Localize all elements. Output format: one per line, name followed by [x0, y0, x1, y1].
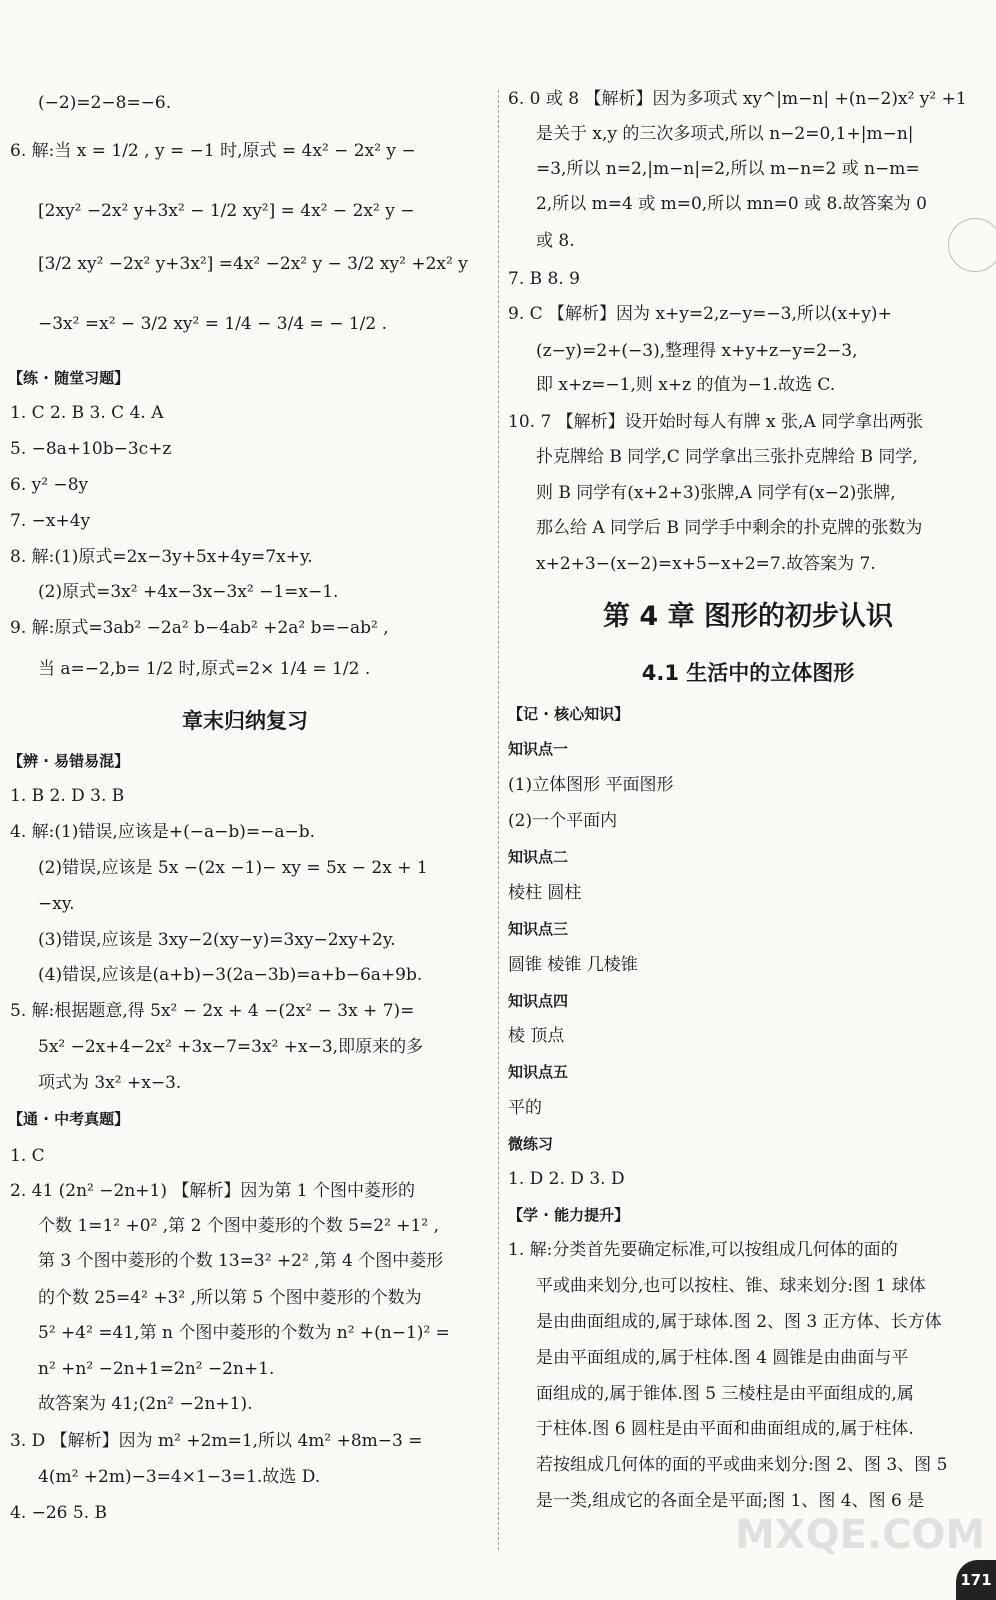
right-line-11: 则 B 同学有(x+2+3)张牌,A 同学有(x−2)张牌, [536, 483, 896, 503]
right-line-7: (z−y)=2+(−3),整理得 x+y+z−y=2−3, [536, 341, 858, 361]
left-line-29: 第 3 个图中菱形的个数 13=3² +2² ,第 4 个图中菱形 [38, 1251, 444, 1271]
right-line-20: 知识点二 [508, 848, 569, 866]
left-line-36: 4. −26 5. B [10, 1503, 108, 1523]
right-line-37: 若按组成几何体的面的平或曲来划分:图 2、图 3、图 5 [536, 1455, 948, 1475]
left-line-16: 1. B 2. D 3. B [10, 786, 125, 806]
left-line-4: −3x² =x² − 3/2 xy² = 1/4 − 3/4 = − 1/2 . [38, 314, 388, 334]
column-divider [498, 90, 499, 1550]
left-line-34: 3. D 【解析】因为 m² +2m=1,所以 4m² +8m−3 = [10, 1431, 423, 1451]
left-line-35: 4(m² +2m)−3=4×1−3=1.故选 D. [38, 1467, 321, 1487]
right-line-28: 微练习 [508, 1135, 554, 1153]
ink-stamp [948, 218, 996, 272]
right-line-29: 1. D 2. D 3. D [508, 1169, 625, 1189]
right-line-33: 是由曲面组成的,属于球体.图 2、图 3 正方体、长方体 [536, 1312, 942, 1332]
page-number: 171 [956, 1560, 996, 1600]
left-line-23: 5x² −2x+4−2x² +3x−7=3x² +x−3,即原来的多 [38, 1037, 424, 1057]
left-line-13: 当 a=−2,b= 1/2 时,原式=2× 1/4 = 1/2 . [38, 659, 371, 679]
right-line-3: 2,所以 m=4 或 m=0,所以 mn=0 或 8.故答案为 0 [536, 194, 927, 214]
left-line-24: 项式为 3x² +x−3. [38, 1073, 182, 1093]
left-line-32: n² +n² −2n+1=2n² −2n+1. [38, 1359, 275, 1379]
left-line-28: 个数 1=1² +0² ,第 2 个图中菱形的个数 5=2² +1² , [38, 1216, 439, 1236]
right-line-14: 第 4 章 图形的初步认识 [603, 601, 893, 632]
left-line-30: 的个数 25=4² +3² ,所以第 5 个图中菱形的个数为 [38, 1288, 422, 1308]
left-line-5: 【练 · 随堂习题】 [8, 369, 130, 387]
right-line-12: 那么给 A 同学后 B 同学手中剩余的扑克牌的张数为 [536, 518, 923, 538]
watermark-text: MXQE.COM [735, 1512, 986, 1558]
left-line-22: 5. 解:根据题意,得 5x² − 2x + 4 −(2x² − 3x + 7)= [10, 1001, 415, 1021]
left-line-27: 2. 41 (2n² −2n+1) 【解析】因为第 1 个图中菱形的 [10, 1181, 416, 1201]
right-line-32: 平或曲来划分,也可以按柱、锥、球来划分:图 1 球体 [536, 1276, 926, 1296]
left-line-18: (2)错误,应该是 5x −(2x −1)− xy = 5x − 2x + 1 [38, 858, 428, 878]
left-line-14: 章末归纳复习 [182, 709, 308, 733]
left-line-3: [3/2 xy² −2x² y+3x²] =4x² −2x² y − 3/2 xy² +2x² y [38, 254, 468, 274]
right-line-13: x+2+3−(x−2)=x+5−x+2=7.故答案为 7. [536, 554, 876, 574]
right-line-21: 棱柱 圆柱 [508, 883, 582, 903]
right-line-23: 圆锥 棱锥 几棱锥 [508, 955, 638, 975]
right-line-19: (2)一个平面内 [508, 811, 618, 831]
right-line-27: 平的 [508, 1098, 542, 1118]
right-line-2: =3,所以 n=2,|m−n|=2,所以 m−n=2 或 n−m= [536, 159, 920, 179]
right-line-31: 1. 解:分类首先要确定标准,可以按组成几何体的面的 [508, 1240, 898, 1260]
left-line-12: 9. 解:原式=3ab² −2a² b−4ab² +2a² b=−ab² , [10, 618, 389, 638]
left-line-8: 6. y² −8y [10, 475, 89, 495]
right-line-26: 知识点五 [508, 1063, 569, 1081]
left-line-31: 5² +4² =41,第 n 个图中菱形的个数为 n² +(n−1)² = [38, 1323, 450, 1343]
right-line-30: 【学 · 能力提升】 [508, 1206, 630, 1224]
right-line-6: 9. C 【解析】因为 x+y=2,z−y=−3,所以(x+y)+ [508, 304, 892, 324]
right-line-1: 是关于 x,y 的三次多项式,所以 n−2=0,1+|m−n| [536, 124, 914, 144]
left-line-26: 1. C [10, 1146, 45, 1166]
right-line-8: 即 x+z=−1,则 x+z 的值为−1.故选 C. [536, 375, 836, 395]
left-line-19: −xy. [38, 894, 75, 914]
left-line-7: 5. −8a+10b−3c+z [10, 439, 172, 459]
right-line-16: 【记 · 核心知识】 [508, 705, 630, 723]
left-line-9: 7. −x+4y [10, 511, 91, 531]
right-line-38: 是一类,组成它的各面全是平面;图 1、图 4、图 6 是 [536, 1491, 925, 1511]
left-line-1: 6. 解:当 x = 1/2 , y = −1 时,原式 = 4x² − 2x² y − [10, 141, 416, 161]
left-line-21: (4)错误,应该是(a+b)−3(2a−3b)=a+b−6a+9b. [38, 965, 423, 985]
left-line-2: [2xy² −2x² y+3x² − 1/2 xy²] = 4x² − 2x² y − [38, 201, 415, 221]
left-line-25: 【通 · 中考真题】 [8, 1110, 130, 1128]
right-line-17: 知识点一 [508, 740, 569, 758]
right-line-4: 或 8. [536, 231, 575, 251]
right-line-5: 7. B 8. 9 [508, 269, 580, 289]
right-line-36: 于柱体.图 6 圆柱是由平面和曲面组成的,属于柱体. [536, 1419, 914, 1439]
right-line-34: 是由平面组成的,属于柱体.图 4 圆锥是由曲面与平 [536, 1348, 909, 1368]
left-line-33: 故答案为 41;(2n² −2n+1). [38, 1394, 253, 1414]
right-line-24: 知识点四 [508, 992, 569, 1010]
right-line-15: 4.1 生活中的立体图形 [641, 661, 855, 685]
right-line-22: 知识点三 [508, 920, 569, 938]
left-line-10: 8. 解:(1)原式=2x−3y+5x+4y=7x+y. [10, 547, 313, 567]
left-line-20: (3)错误,应该是 3xy−2(xy−y)=3xy−2xy+2y. [38, 930, 396, 950]
left-line-0: (−2)=2−8=−6. [38, 93, 172, 113]
left-line-11: (2)原式=3x² +4x−3x−3x² −1=x−1. [38, 582, 339, 602]
left-line-17: 4. 解:(1)错误,应该是+(−a−b)=−a−b. [10, 822, 316, 842]
right-line-9: 10. 7 【解析】设开始时每人有牌 x 张,A 同学拿出两张 [508, 412, 924, 432]
right-line-25: 棱 顶点 [508, 1026, 565, 1046]
right-line-10: 扑克牌给 B 同学,C 同学拿出三张扑克牌给 B 同学, [536, 447, 918, 467]
left-line-15: 【辨 · 易错易混】 [8, 752, 130, 770]
right-line-35: 面组成的,属于锥体.图 5 三棱柱是由平面组成的,属 [536, 1384, 914, 1404]
right-line-0: 6. 0 或 8 【解析】因为多项式 xy^|m−n| +(n−2)x² y² +1 [508, 89, 967, 109]
right-line-18: (1)立体图形 平面图形 [508, 775, 674, 795]
left-line-6: 1. C 2. B 3. C 4. A [10, 403, 164, 423]
